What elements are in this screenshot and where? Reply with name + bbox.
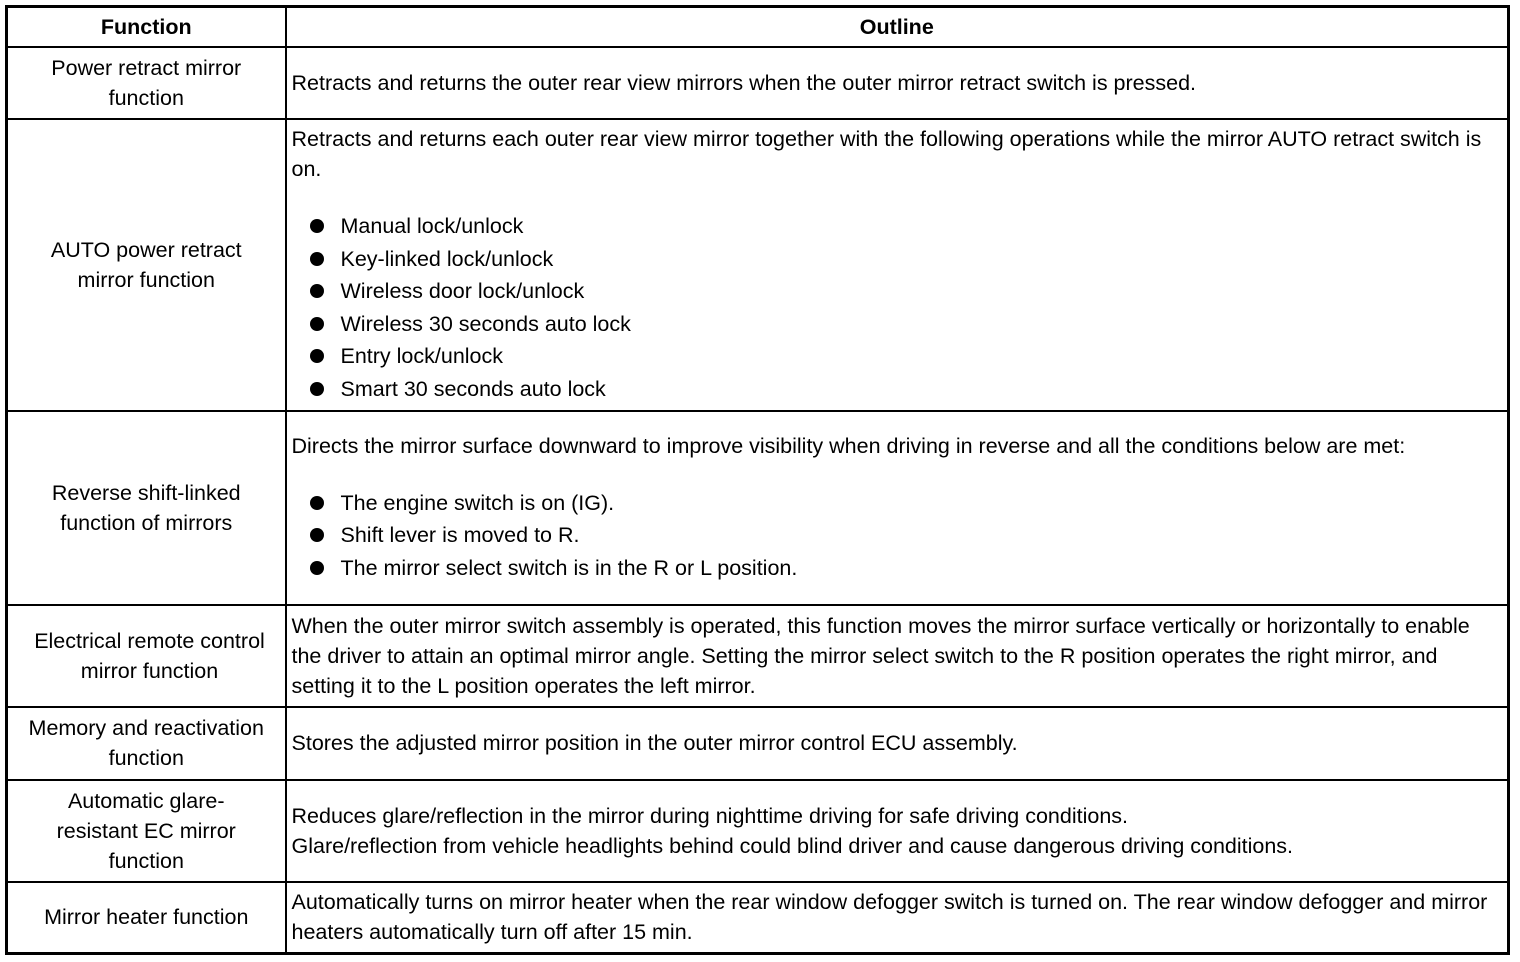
outline-cell — [286, 605, 1509, 707]
list-item — [292, 487, 1502, 520]
bullet-icon — [310, 284, 324, 298]
list-item-text: Wireless 30 seconds auto lock — [340, 311, 631, 336]
function-name: Reverse shift-linked function of mirrors — [51, 480, 241, 535]
function-name: Electrical remote control mirror function — [34, 628, 265, 683]
list-item — [292, 519, 1502, 552]
function-name: Mirror heater function — [44, 905, 249, 930]
function-name: Memory and reactivation function — [28, 716, 264, 771]
outline-text: Directs the mirror surface downward to improve visibility when driving in reverse and all the conditions below are met: — [291, 433, 1406, 458]
outline-cell — [286, 707, 1509, 780]
list-item — [292, 308, 1502, 341]
bullet-icon — [310, 528, 324, 542]
bullet-icon — [310, 496, 324, 510]
function-name: AUTO power retract mirror function — [50, 237, 242, 292]
outline-text: Automatically turns on mirror heater when the rear window defogger switch is turned on. The rear window defogger and mirror heaters automatically turn off after 15 min. — [291, 890, 1488, 945]
function-name: Automatic glare-resistant EC mirror function — [56, 788, 236, 873]
outline-text: Retracts and returns each outer rear view mirror together with the following operations while the mirror AUTO retract switch is on. — [291, 127, 1482, 181]
list-item — [292, 243, 1502, 276]
list-item-text: Key-linked lock/unlock — [340, 246, 554, 271]
list-item — [292, 275, 1502, 308]
list-item — [292, 210, 1502, 243]
list-item-text: Smart 30 seconds auto lock — [340, 376, 606, 401]
list-item-text: Shift lever is moved to R. — [340, 523, 580, 548]
outline-cell — [286, 47, 1509, 119]
function-cell — [7, 605, 286, 707]
list-item-text: Entry lock/unlock — [340, 344, 504, 369]
table-row — [7, 411, 1509, 605]
function-cell — [7, 707, 286, 780]
header-function: Function — [7, 7, 286, 48]
outline-cell — [286, 119, 1509, 411]
bullet-icon — [310, 317, 324, 331]
list-item-text: Manual lock/unlock — [340, 214, 524, 238]
header-row — [7, 7, 1509, 48]
bullet-icon — [310, 349, 324, 363]
outline-cell — [286, 411, 1509, 605]
function-cell — [7, 882, 286, 954]
outline-text: Retracts and returns the outer rear view mirrors when the outer mirror retract switch is pressed. — [291, 71, 1197, 95]
function-cell — [7, 47, 286, 119]
bullet-icon — [310, 252, 324, 266]
list-item — [292, 552, 1502, 585]
function-cell — [7, 411, 286, 605]
table-row — [7, 780, 1509, 882]
bullet-icon — [310, 219, 324, 233]
outline-text: Glare/reflection from vehicle headlights behind could blind driver and cause dangerous driving conditions. — [291, 833, 1294, 858]
list-item — [292, 340, 1502, 373]
table-row — [7, 47, 1509, 119]
function-table-wrapper — [5, 5, 1510, 955]
list-item-text: Wireless door lock/unlock — [340, 279, 585, 304]
function-name: Power retract mirror function — [51, 56, 242, 110]
outline-text: When the outer mirror switch assembly is operated, this function moves the mirror surface vertically or horizontally to enable the driver to attain an optimal mirror angle. Setting the mirror select switch to the R position operates the right mirror, and setting it to the L position operates the left mirror. — [291, 613, 1470, 698]
function-cell — [7, 119, 286, 411]
table-row — [7, 707, 1509, 780]
table-row — [7, 882, 1509, 954]
bullet-icon — [310, 561, 324, 575]
function-cell — [7, 780, 286, 882]
outline-cell — [286, 882, 1509, 954]
outline-text: Stores the adjusted mirror position in the outer mirror control ECU assembly. — [291, 731, 1018, 756]
condition-list — [292, 210, 1502, 406]
list-item-text: The engine switch is on (IG). — [340, 490, 615, 515]
list-item — [292, 373, 1502, 406]
condition-list — [292, 487, 1502, 585]
header-outline: Outline — [286, 7, 1509, 48]
mirror-functions-table — [5, 5, 1510, 955]
outline-cell — [286, 780, 1509, 882]
bullet-icon — [310, 382, 324, 396]
table-row — [7, 605, 1509, 707]
outline-text: Reduces glare/reflection in the mirror during nighttime driving for safe driving conditions. — [291, 803, 1129, 828]
table-row — [7, 119, 1509, 411]
list-item-text: The mirror select switch is in the R or L position. — [340, 555, 798, 580]
